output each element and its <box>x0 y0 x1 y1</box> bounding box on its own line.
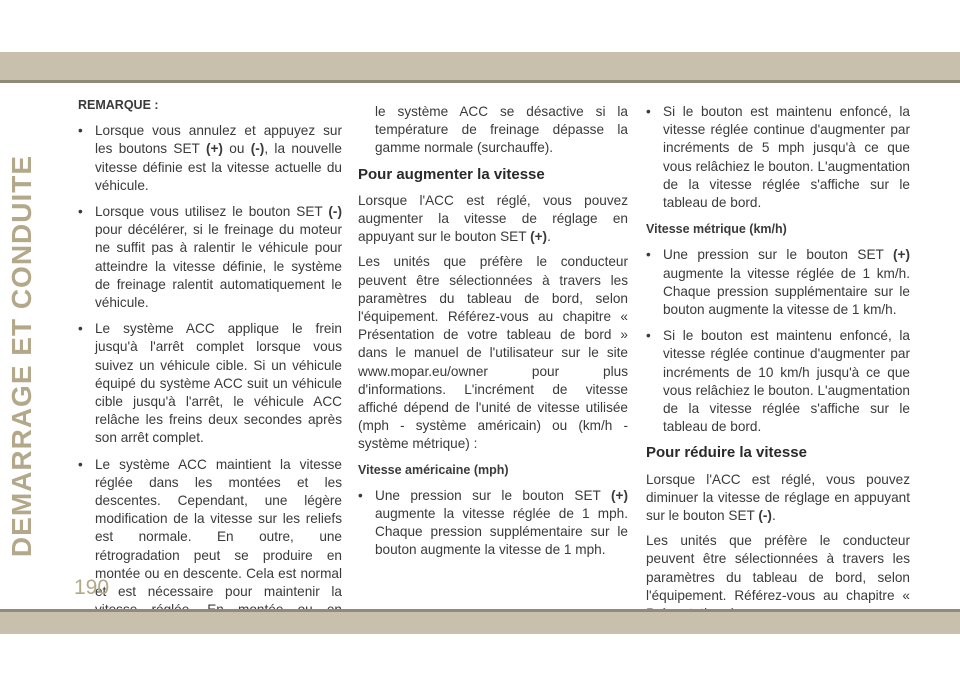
list-item: • Le système ACC applique le frein jusqu'à l'arrêt complet lorsque vous suivez un véhicule cible. Si un véhicule équipé du système ACC suit un véhicule cible jusqu'à l'arrêt, le véhicule ACC relâche les freins deux secondes après son arrêt complet. <box>78 321 342 446</box>
paragraph: Les unités que préfère le conducteur peuvent être sélectionnées à travers les paramètres du tableau de bord, selon l'équipement. Référez-vous au chapitre « <box>646 533 910 603</box>
top-margin <box>0 0 960 52</box>
list-item: • Lorsque vous utilisez le bouton SET (-) pour décélérer, si le freinage du moteur ne suffit pas à ralentir le véhicule pour atteindre la vitesse définie, le système de freinage ralentit automatiquement le véhicule. <box>78 204 342 311</box>
bullet-list <box>358 487 628 560</box>
paragraph: Les unités que préfère le conducteur peuvent être sélectionnées à travers les paramètres du tableau de bord, selon l'équipement. Référez-vous au chapitre « Présentation de votre tableau de bord » dans le manuel de l'utilisateur sur le site www.mopar.eu/owner pour plus d'informations. L'incrément de vitesse affiché dépend de l'unité de vitesse utilisée (mph - système américain) ou (km/h - système métrique) : <box>358 254 628 452</box>
list-item: • Le système ACC maintient la vitesse réglée dans les montées et les descentes. Cependant, une légère modification de la vitesse sur les reliefs est normale. En outre, une rétrogradation peut se produire en montée ou en descente. Cela est normal et est nécessaire pour maintenir la <box>78 456 342 600</box>
list-item: • Si le bouton est maintenu enfoncé, la vitesse réglée continue d'augmenter par incréments de 5 mph jusqu'à ce que vous relâchiez le bouton. L'augmentation de la vitesse réglée s'affiche sur le tableau de bord. <box>646 104 910 211</box>
top-decorative-band <box>0 52 960 80</box>
bullet-list <box>646 103 910 212</box>
list-item: • Lorsque vous annulez et appuyez sur les boutons SET (+) ou (-), la nouvelle vitesse définie est la vitesse actuelle du véhicule. <box>78 123 342 193</box>
list-item: • Une pression sur le bouton SET (+) augmente la vitesse réglée de 1 km/h. Chaque pression supplémentaire sur le bouton augmente la vitesse de 1 km/h. <box>646 247 910 318</box>
top-divider <box>0 80 960 83</box>
subheading-metric-speed: Vitesse métrique (km/h) <box>646 222 787 237</box>
note-heading: REMARQUE : <box>78 98 159 112</box>
section-heading-decrease-speed: Pour réduire la vitesse <box>646 444 807 462</box>
subheading-us-speed: Vitesse américaine (mph) <box>358 462 509 477</box>
list-item: • Si le bouton est maintenu enfoncé, la vitesse réglée continue d'augmenter par incréments de 10 km/h jusqu'à ce que vous relâchiez le bouton. L'augmentation de la vitesse réglée s'affiche sur le tableau de bord. <box>646 328 910 435</box>
list-item: • Une pression sur le bouton SET (+) augmente la vitesse réglée de 1 mph. Chaque pression supplémentaire sur le bouton augmente la vitesse de 1 mph. <box>358 487 628 558</box>
column-1 <box>78 96 342 646</box>
section-heading-increase-speed: Pour augmenter la vitesse <box>358 165 545 183</box>
column-2 <box>358 103 628 568</box>
column-3 <box>646 103 910 630</box>
bottom-decorative-band <box>0 612 960 634</box>
page-number: 190 <box>74 576 110 599</box>
continued-text: le système ACC se désactive si la température de freinage dépasse la gamme normale (surchauffe). <box>375 104 628 156</box>
paragraph: Lorsque l'ACC est réglé, vous pouvez augmenter la vitesse de réglage en appuyant sur le bouton SET (+). <box>358 192 628 245</box>
paragraph: Lorsque l'ACC est réglé, vous pouvez diminuer la vitesse de réglage en appuyant sur le bouton SET (-). <box>646 471 910 524</box>
note-bullet-list <box>78 122 342 637</box>
bullet-list <box>646 246 910 436</box>
chapter-side-label: DEMARRAGE ET CONDUITE <box>6 154 37 558</box>
